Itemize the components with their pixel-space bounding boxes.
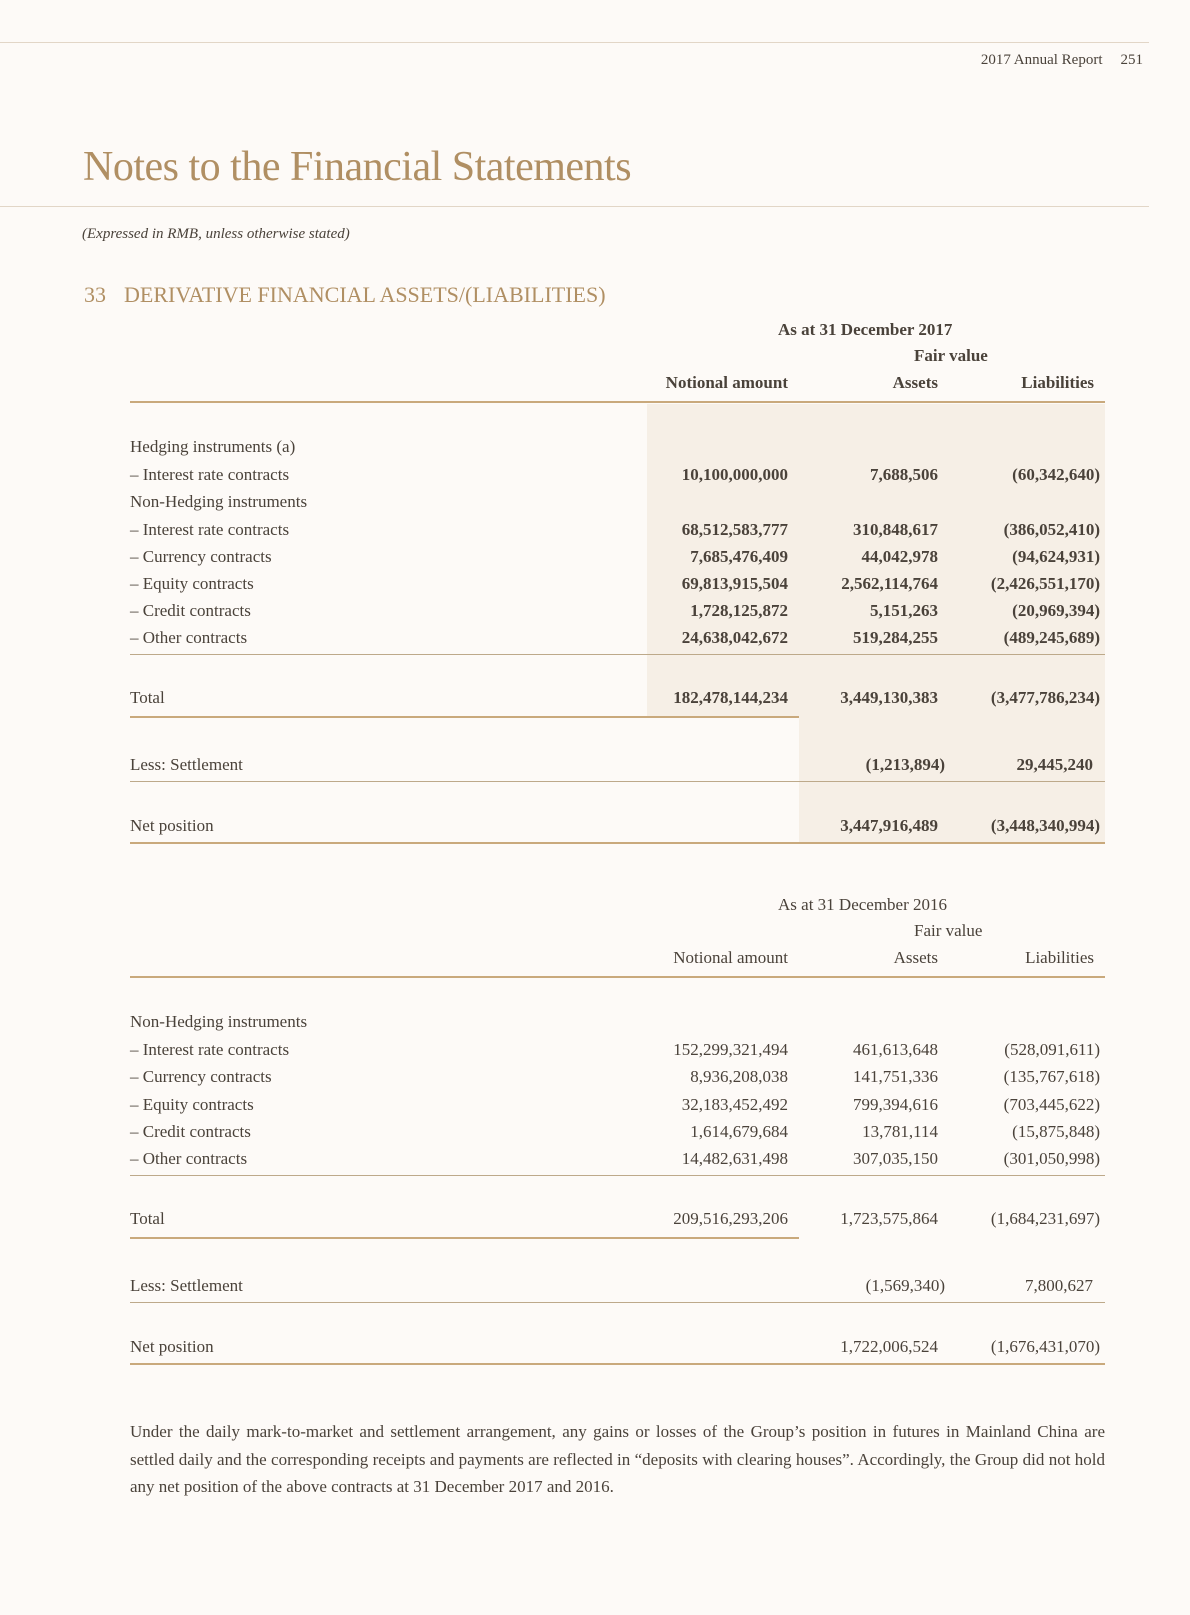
notional-value: 209,516,293,206 (673, 1209, 788, 1228)
assets-value: 799,394,616 (853, 1095, 938, 1114)
liabilities-value: (60,342,640) (1012, 465, 1100, 484)
table-row (130, 1122, 1105, 1146)
section-number: 33 (84, 282, 106, 307)
row-label: – Other contracts (130, 628, 248, 647)
liabilities-value: (20,969,394) (1012, 601, 1100, 620)
liabilities-value: (135,767,618) (1003, 1067, 1100, 1086)
assets-value: 1,722,006,524 (840, 1337, 938, 1356)
header-rule (130, 976, 1105, 978)
liabilities-value: (301,050,998) (1003, 1149, 1100, 1168)
net-position-row (130, 816, 1105, 840)
settlement-row (130, 755, 1105, 779)
table-2016 (130, 895, 1105, 1395)
row-label: – Credit contracts (130, 601, 251, 620)
row-label: – Currency contracts (130, 547, 272, 566)
table-row (130, 1040, 1105, 1064)
row-label: Total (130, 688, 165, 707)
liabilities-value: (2,426,551,170) (990, 574, 1100, 593)
row-label: – Other contracts (130, 1149, 248, 1168)
notional-value: 69,813,915,504 (681, 574, 788, 593)
table-2017 (130, 320, 1105, 880)
table-row (130, 1067, 1105, 1091)
row-label: Less: Settlement (130, 755, 243, 774)
table-row (130, 1012, 1105, 1036)
col-notional: Notional amount (673, 948, 788, 967)
notional-value: 14,482,631,498 (681, 1149, 788, 1168)
subtotal-rule (130, 1175, 1105, 1176)
table-row (130, 628, 1105, 652)
top-rule (0, 42, 1149, 43)
fair-value-header (130, 346, 1105, 370)
assets-value: 44,042,978 (861, 547, 938, 566)
settlement-rule (130, 781, 1105, 782)
table-row (130, 1095, 1105, 1119)
liabilities-value: (1,684,231,697) (990, 1209, 1100, 1228)
period-label: As at 31 December 2017 (778, 320, 953, 339)
title-rule (0, 206, 1149, 207)
period-header (130, 895, 1105, 919)
liabilities-value: (386,052,410) (1003, 520, 1100, 539)
table-row (130, 601, 1105, 625)
section-title: DERIVATIVE FINANCIAL ASSETS/(LIABILITIES) (124, 282, 606, 307)
row-label: Net position (130, 816, 214, 835)
table-row (130, 437, 1105, 461)
assets-value: 2,562,114,764 (841, 574, 938, 593)
assets-value: 13,781,114 (862, 1122, 938, 1141)
row-label: – Equity contracts (130, 1095, 254, 1114)
assets-value: 141,751,336 (853, 1067, 938, 1086)
row-label: – Currency contracts (130, 1067, 272, 1086)
table-row (130, 520, 1105, 544)
assets-value: 310,848,617 (853, 520, 938, 539)
fair-value-label: Fair value (914, 346, 988, 365)
assets-value: 7,688,506 (870, 465, 938, 484)
column-headers (130, 373, 1105, 397)
row-label: Non-Hedging instruments (130, 1012, 308, 1031)
subtotal-rule (130, 654, 1105, 655)
liabilities-value: 7,800,627 (1025, 1276, 1093, 1295)
notional-value: 182,478,144,234 (673, 688, 788, 707)
row-label: – Interest rate contracts (130, 1040, 290, 1059)
notional-value: 8,936,208,038 (690, 1067, 788, 1086)
table-row (130, 492, 1105, 516)
notional-value: 68,512,583,777 (681, 520, 788, 539)
assets-value: (1,569,340) (865, 1276, 945, 1295)
header-rule (130, 401, 1105, 403)
row-label: – Interest rate contracts (130, 465, 290, 484)
table-row (130, 574, 1105, 598)
assets-value: 3,447,916,489 (840, 816, 938, 835)
col-assets: Assets (892, 373, 938, 392)
running-header (981, 52, 1143, 69)
currency-note: (Expressed in RMB, unless otherwise stated) (82, 226, 350, 242)
page-title: Notes to the Financial Statements (83, 144, 632, 190)
liabilities-value: (703,445,622) (1003, 1095, 1100, 1114)
table-row (130, 465, 1105, 489)
row-label: Total (130, 1209, 165, 1228)
assets-value: 307,035,150 (853, 1149, 938, 1168)
notional-value: 1,728,125,872 (690, 601, 788, 620)
row-label: Hedging instruments (a) (130, 437, 296, 456)
assets-value: 461,613,648 (853, 1040, 938, 1059)
page-number: 251 (1120, 52, 1143, 68)
col-liabilities: Liabilities (1021, 373, 1094, 392)
total-rule (130, 716, 799, 718)
liabilities-value: 29,445,240 (1016, 755, 1093, 774)
liabilities-value: (3,477,786,234) (990, 688, 1100, 707)
assets-value: 519,284,255 (853, 628, 938, 647)
col-liabilities: Liabilities (1025, 948, 1094, 967)
total-row (130, 1209, 1105, 1233)
fair-value-header (130, 921, 1105, 945)
period-header (130, 320, 1105, 344)
liabilities-value: (15,875,848) (1012, 1122, 1100, 1141)
liabilities-value: (528,091,611) (1004, 1040, 1100, 1059)
row-label: Less: Settlement (130, 1276, 243, 1295)
notional-value: 32,183,452,492 (681, 1095, 788, 1114)
liabilities-value: (1,676,431,070) (990, 1337, 1100, 1356)
section-heading (84, 282, 606, 308)
notional-value: 152,299,321,494 (673, 1040, 788, 1059)
table-row (130, 1149, 1105, 1173)
row-label: – Credit contracts (130, 1122, 251, 1141)
notional-value: 10,100,000,000 (681, 465, 788, 484)
column-headers (130, 948, 1105, 972)
report-name: 2017 Annual Report (980, 52, 1103, 68)
footnote-paragraph: Under the daily mark-to-market and settlement arrangement, any gains or losses of the Group’s position in futures in Mainland China are settled daily and the corresponding receipts and payments are reflected in “deposits with clearing houses”. Accordingly, the Group did not hold any net position of the above contracts at 31 December 2017 and 2016. (130, 1422, 1105, 1496)
net-rule (130, 842, 1105, 844)
assets-value: 5,151,263 (870, 601, 938, 620)
table-row (130, 547, 1105, 571)
liabilities-value: (94,624,931) (1012, 547, 1100, 566)
fair-value-label: Fair value (914, 921, 983, 940)
assets-value: 1,723,575,864 (840, 1209, 938, 1228)
col-notional: Notional amount (665, 373, 788, 392)
settlement-row (130, 1276, 1105, 1300)
liabilities-value: (489,245,689) (1003, 628, 1100, 647)
total-rule (130, 1237, 799, 1239)
row-label: Net position (130, 1337, 214, 1356)
row-label: Non-Hedging instruments (130, 492, 308, 511)
notional-value: 7,685,476,409 (690, 547, 788, 566)
notional-value: 24,638,042,672 (681, 628, 788, 647)
row-label: – Equity contracts (130, 574, 254, 593)
period-label: As at 31 December 2016 (778, 895, 948, 914)
settlement-rule (130, 1302, 1105, 1303)
assets-value: 3,449,130,383 (840, 688, 938, 707)
net-rule (130, 1363, 1105, 1365)
assets-value: (1,213,894) (865, 755, 945, 774)
total-row (130, 688, 1105, 712)
notional-value: 1,614,679,684 (690, 1122, 788, 1141)
net-position-row (130, 1337, 1105, 1361)
liabilities-value: (3,448,340,994) (990, 816, 1100, 835)
col-assets: Assets (893, 948, 938, 967)
row-label: – Interest rate contracts (130, 520, 290, 539)
